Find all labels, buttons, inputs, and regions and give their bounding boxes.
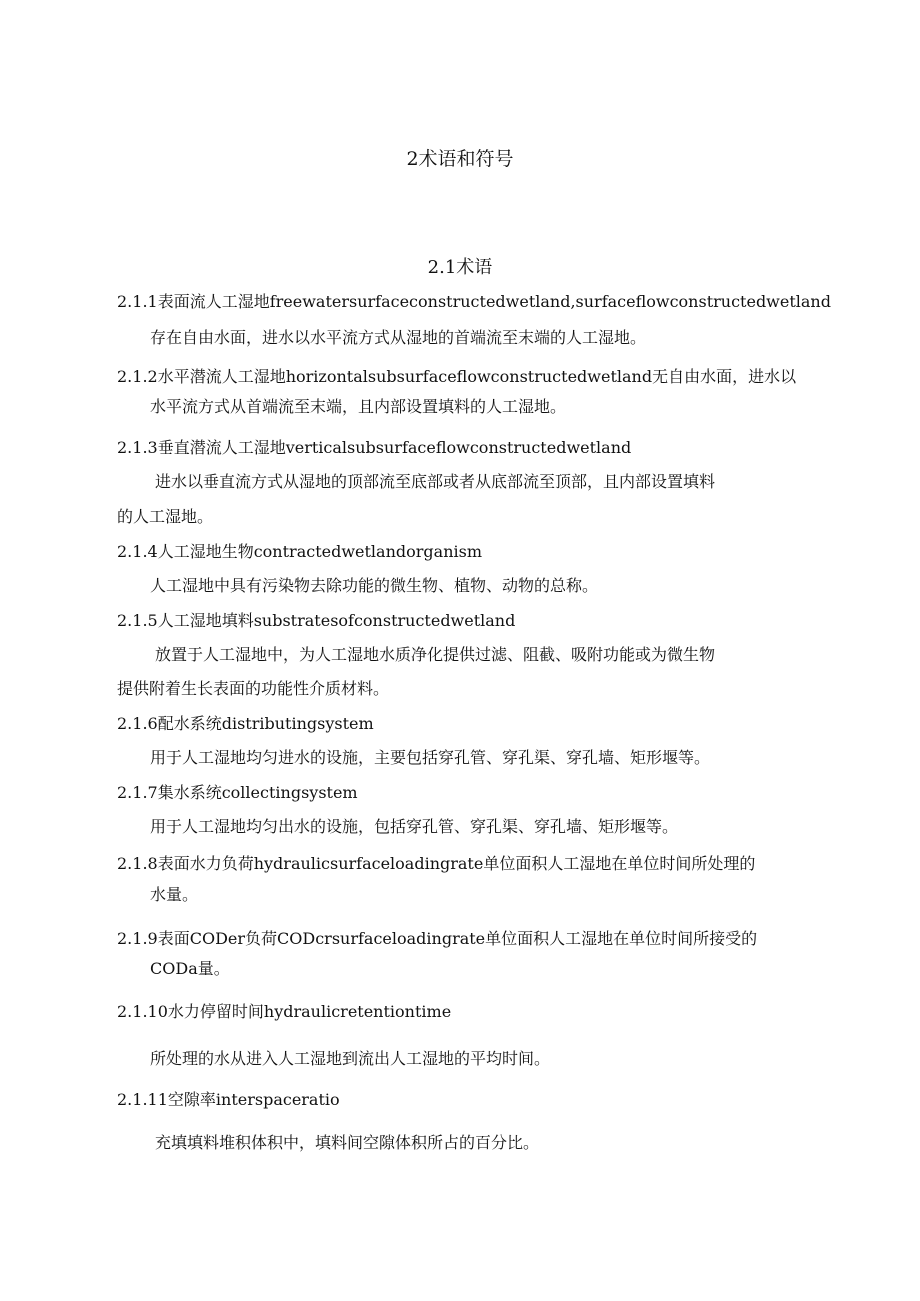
section-title: 2.1术语	[427, 257, 493, 278]
definition-2-1-8: 水量。	[150, 885, 199, 904]
term-2-1-3: 2.1.3垂直潜流人工湿地verticalsubsurfaceflowconstructedwetland	[117, 438, 632, 457]
term-2-1-7: 2.1.7集水系统collectingsystem	[117, 783, 358, 802]
term-2-1-10: 2.1.10水力停留时间hydraulicretentiontime	[117, 1002, 452, 1021]
definition-2-1-3-line2: 的人工湿地。	[117, 507, 214, 526]
term-2-1-9: 2.1.9表面CODer负荷CODcrsurfaceloadingrate单位面积人工湿地在单位时间所接受的	[117, 929, 758, 948]
term-2-1-11: 2.1.11空隙率interspaceratio	[117, 1090, 340, 1109]
term-2-1-4: 2.1.4人工湿地生物contractedwetlandorganism	[117, 542, 482, 561]
definition-2-1-5-line1: 放置于人工湿地中，为人工湿地水质净化提供过滤、阻截、吸附功能或为微生物	[155, 645, 716, 664]
term-2-1-6: 2.1.6配水系统distributingsystem	[117, 714, 374, 733]
definition-2-1-1: 存在自由水面，进水以水平流方式从湿地的首端流至末端的人工湿地。	[150, 328, 647, 347]
term-2-1-5: 2.1.5人工湿地填料substratesofconstructedwetland	[117, 611, 516, 630]
definition-2-1-11: 充填填料堆积体积中，填料间空隙体积所占的百分比。	[155, 1133, 540, 1152]
definition-2-1-10: 所处理的水从进入人工湿地到流出人工湿地的平均时间。	[150, 1049, 551, 1068]
term-2-1-2: 2.1.2水平潜流人工湿地horizontalsubsurfaceflowconstructedwetland无自由水面，进水以	[117, 367, 797, 386]
definition-2-1-3-line1: 进水以垂直流方式从湿地的顶部流至底部或者从底部流至顶部，且内部设置填料	[155, 472, 716, 491]
term-2-1-1: 2.1.1表面流人工湿地freewatersurfaceconstructedwetland,surfaceflowconstructedwetland	[117, 292, 831, 311]
term-2-1-8: 2.1.8表面水力负荷hydraulicsurfaceloadingrate单位面积人工湿地在单位时间所处理的	[117, 854, 756, 873]
definition-2-1-4: 人工湿地中具有污染物去除功能的微生物、植物、动物的总称。	[150, 576, 599, 595]
definition-2-1-9: CODa量。	[150, 959, 230, 978]
definition-2-1-6: 用于人工湿地均匀进水的设施，主要包括穿孔管、穿孔渠、穿孔墙、矩形堰等。	[150, 748, 711, 767]
chapter-title: 2术语和符号	[406, 148, 514, 170]
definition-2-1-2: 水平流方式从首端流至末端，且内部设置填料的人工湿地。	[150, 397, 567, 416]
definition-2-1-7: 用于人工湿地均匀出水的设施，包括穿孔管、穿孔渠、穿孔墙、矩形堰等。	[150, 817, 679, 836]
definition-2-1-5-line2: 提供附着生长表面的功能性介质材料。	[117, 679, 390, 698]
